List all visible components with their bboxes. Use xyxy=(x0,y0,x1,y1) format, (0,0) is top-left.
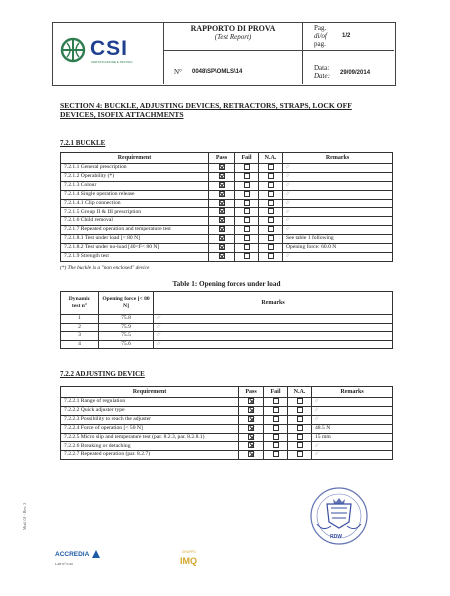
csi-logo xyxy=(60,35,155,71)
opening-force-value: 75.9 xyxy=(99,323,154,332)
fail-checkbox xyxy=(273,434,279,440)
requirement-cell: 7.2.2.5 Micro slip and temperature test (par. 8.2.3, par. 8.2.8.1) xyxy=(61,433,239,442)
requirement-cell: 7.2.1.4 Single operation release xyxy=(61,190,209,199)
fail-checkbox xyxy=(244,173,250,179)
date-label: Data: xyxy=(314,64,330,72)
buckle-table-header xyxy=(61,153,393,164)
pass-checkbox-checked xyxy=(219,164,225,170)
pass-checkbox-checked xyxy=(248,425,254,431)
adjusting-table-header xyxy=(61,387,393,398)
accredia-logo xyxy=(55,548,100,578)
pass-checkbox-checked xyxy=(219,244,225,250)
na-checkbox xyxy=(268,235,274,241)
requirement-cell: 7.2.1.8.2 Test under no-load [40<F< 80 N] xyxy=(61,243,209,252)
pass-checkbox-checked xyxy=(219,200,225,206)
remark-cell: // xyxy=(283,252,393,261)
pass-checkbox-checked xyxy=(248,398,254,404)
na-checkbox xyxy=(297,442,303,448)
requirement-cell: 7.2.1.2 Operability (*) xyxy=(61,172,209,181)
requirement-cell: 7.2.2.3 Possibility to reach the adjuster xyxy=(61,415,239,424)
na-checkbox xyxy=(268,191,274,197)
na-checkbox xyxy=(297,451,303,457)
table-row xyxy=(61,164,393,173)
remark-cell: // xyxy=(154,340,393,349)
requirement-cell: 7.2.1.7 Repeated operation and temperature test xyxy=(61,226,209,235)
requirement-cell: 7.2.1.9 Strength test xyxy=(61,252,209,261)
fail-checkbox xyxy=(244,208,250,214)
na-checkbox xyxy=(297,434,303,440)
fail-checkbox xyxy=(273,398,279,404)
table-row xyxy=(61,398,393,407)
table-row xyxy=(61,406,393,415)
csi-globe-icon xyxy=(60,37,86,63)
pass-checkbox-checked xyxy=(219,191,225,197)
side-code: Mod. 01 - Rev. 3 xyxy=(22,502,27,530)
col-fail: Fail xyxy=(235,153,259,164)
table-row xyxy=(61,190,393,199)
pass-checkbox-checked xyxy=(219,208,225,214)
requirement-cell: 7.2.1.5 Group II & III prescription xyxy=(61,208,209,217)
na-checkbox xyxy=(297,416,303,422)
page-of-label: di/of xyxy=(314,32,327,40)
col-requirement: Requirement xyxy=(61,387,239,398)
fail-checkbox xyxy=(244,217,250,223)
table-row xyxy=(61,181,393,190)
buckle-heading: 7.2.1 BUCKLE xyxy=(60,139,106,147)
remark-cell: // xyxy=(283,199,393,208)
na-checkbox xyxy=(297,407,303,413)
remark-cell: // xyxy=(312,415,393,424)
pass-checkbox-checked xyxy=(219,217,225,223)
requirement-cell: 7.2.2.4 Force of operation [< 50 N] xyxy=(61,424,239,433)
adjusting-table xyxy=(60,386,393,460)
table-row xyxy=(61,235,393,244)
remark-cell: // xyxy=(283,217,393,226)
remark-cell: // xyxy=(154,315,393,324)
remark-cell: // xyxy=(154,323,393,332)
table-row xyxy=(61,208,393,217)
fail-checkbox xyxy=(244,244,250,250)
fail-checkbox xyxy=(273,451,279,457)
col-requirement: Requirement xyxy=(61,153,209,164)
header-divider xyxy=(163,22,164,84)
header-divider xyxy=(302,22,303,84)
pass-checkbox-checked xyxy=(219,235,225,241)
accredia-mark-icon xyxy=(92,550,100,558)
fail-checkbox xyxy=(244,164,250,170)
pass-checkbox-checked xyxy=(248,434,254,440)
fail-checkbox xyxy=(273,425,279,431)
section-title-line1: SECTION 4: BUCKLE, ADJUSTING DEVICES, RETRACTORS, STRAPS, LOCK OFF xyxy=(60,101,352,110)
opening-forces-table xyxy=(60,291,393,349)
requirement-cell: 7.2.1.4.1 Clip connection xyxy=(61,199,209,208)
table-row xyxy=(61,451,393,460)
col-pass: Pass xyxy=(209,153,235,164)
requirement-cell: 7.2.1.1 General prescription xyxy=(61,164,209,173)
csi-logo-text: CSI xyxy=(90,37,129,60)
test-number: 4 xyxy=(61,340,99,349)
opening-force-value: 75.6 xyxy=(99,340,154,349)
pass-checkbox-checked xyxy=(219,226,225,232)
table-row xyxy=(61,226,393,235)
table-row xyxy=(61,433,393,442)
col-remarks: Remarks xyxy=(154,292,393,315)
requirement-cell: 7.2.1.6 Child removal xyxy=(61,217,209,226)
col-opening-force: Opening force [< 80 N] xyxy=(99,292,154,315)
na-checkbox xyxy=(268,164,274,170)
csi-logo-subtext: CERTIFICAZIONE E TESTING xyxy=(91,60,133,64)
remark-cell: // xyxy=(283,190,393,199)
col-remarks: Remarks xyxy=(283,153,393,164)
rdw-stamp xyxy=(309,486,369,546)
table-row xyxy=(61,424,393,433)
fail-checkbox xyxy=(244,226,250,232)
na-checkbox xyxy=(268,217,274,223)
col-pass: Pass xyxy=(239,387,264,398)
na-checkbox xyxy=(268,173,274,179)
na-checkbox xyxy=(268,244,274,250)
report-number: 0048\SP\OMLS\14 xyxy=(192,69,243,75)
test-number: 2 xyxy=(61,323,99,332)
opening-force-value: 75.8 xyxy=(99,315,154,324)
requirement-cell: 7.2.1.3 Colour xyxy=(61,181,209,190)
accredia-text: ACCREDIA xyxy=(55,551,90,558)
table-row xyxy=(61,199,393,208)
fail-checkbox xyxy=(244,182,250,188)
table-row xyxy=(61,252,393,261)
table-row xyxy=(61,172,393,181)
table-row xyxy=(61,217,393,226)
col-na: N.A. xyxy=(259,153,283,164)
requirement-cell: 7.2.2.2 Quick adjuster type xyxy=(61,406,239,415)
requirement-cell: 7.2.2.6 Breaking or detaching xyxy=(61,442,239,451)
na-checkbox xyxy=(297,398,303,404)
pass-checkbox-checked xyxy=(248,407,254,413)
table1-title: Table 1: Opening forces under load xyxy=(172,280,281,288)
buckle-table xyxy=(60,152,393,262)
col-dynamic-test: Dynamic test n° xyxy=(61,292,99,315)
remark-cell: // xyxy=(283,181,393,190)
section-title-line2: DEVICES, ISOFIX ATTACHMENTS xyxy=(60,110,184,119)
page-pag-label: pag. xyxy=(314,40,326,48)
requirement-cell: 7.2.2.1 Range of regulation xyxy=(61,398,239,407)
table-row xyxy=(61,243,393,252)
pass-checkbox-checked xyxy=(219,173,225,179)
report-title: RAPPORTO DI PROVA xyxy=(190,24,276,33)
remark-cell: // xyxy=(312,398,393,407)
remark-cell: // xyxy=(312,442,393,451)
pass-checkbox-checked xyxy=(219,182,225,188)
report-subtitle: (Test Report) xyxy=(214,33,252,41)
header-divider xyxy=(163,50,394,51)
requirement-cell: 7.2.2.7 Repeated operation (par. 8.2.7) xyxy=(61,451,239,460)
table-row xyxy=(61,332,393,341)
remark-cell: // xyxy=(312,451,393,460)
pass-checkbox-checked xyxy=(248,451,254,457)
page-label: Pag. xyxy=(314,24,327,32)
fail-checkbox xyxy=(244,253,250,259)
col-fail: Fail xyxy=(264,387,288,398)
table-row xyxy=(61,415,393,424)
na-checkbox xyxy=(268,253,274,259)
remark-cell: // xyxy=(154,332,393,341)
remark-cell: // xyxy=(283,208,393,217)
fail-checkbox xyxy=(244,235,250,241)
pass-checkbox-checked xyxy=(248,416,254,422)
na-checkbox xyxy=(268,182,274,188)
date-label-en: Date: xyxy=(314,72,330,80)
pass-checkbox-checked xyxy=(248,442,254,448)
remark-cell: // xyxy=(283,226,393,235)
report-number-label: N° xyxy=(174,68,182,76)
remark-cell: 15 mm xyxy=(312,433,393,442)
na-checkbox xyxy=(268,226,274,232)
remark-cell: // xyxy=(283,164,393,173)
fail-checkbox xyxy=(273,442,279,448)
requirement-cell: 7.2.1.8.1 Test under load [< 80 N] xyxy=(61,235,209,244)
imq-logo xyxy=(178,550,218,578)
remark-cell: // xyxy=(312,406,393,415)
table-row xyxy=(61,442,393,451)
opening-force-value: 75.5 xyxy=(99,332,154,341)
page-value: 1/2 xyxy=(342,33,351,39)
imq-text: IMQ xyxy=(180,556,197,566)
adjusting-heading: 7.2.2 ADJUSTING DEVICE xyxy=(60,370,145,378)
table1-header xyxy=(61,292,393,315)
test-number: 1 xyxy=(61,315,99,324)
remark-cell: See table 1 following xyxy=(283,235,393,244)
date-value: 29/09/2014 xyxy=(340,70,371,76)
fail-checkbox xyxy=(244,191,250,197)
imq-small-text: GRUPPO xyxy=(182,550,196,554)
table-row xyxy=(61,340,393,349)
test-number: 3 xyxy=(61,332,99,341)
fail-checkbox xyxy=(273,416,279,422)
na-checkbox xyxy=(268,200,274,206)
na-checkbox xyxy=(297,425,303,431)
fail-checkbox xyxy=(244,200,250,206)
remark-cell: Opening force: 60.0 N xyxy=(283,243,393,252)
remark-cell: 48.5 N xyxy=(312,424,393,433)
fail-checkbox xyxy=(273,407,279,413)
buckle-footnote: (*) The buckle is a "non enclosed" device xyxy=(60,265,150,271)
col-remarks: Remarks xyxy=(312,387,393,398)
table-row xyxy=(61,315,393,324)
na-checkbox xyxy=(268,208,274,214)
pass-checkbox-checked xyxy=(219,253,225,259)
rdw-text: RDW xyxy=(330,534,342,540)
col-na: N.A. xyxy=(288,387,312,398)
table-row xyxy=(61,323,393,332)
accredia-small-text: LAB N° 0146 xyxy=(55,562,73,566)
remark-cell: // xyxy=(283,172,393,181)
